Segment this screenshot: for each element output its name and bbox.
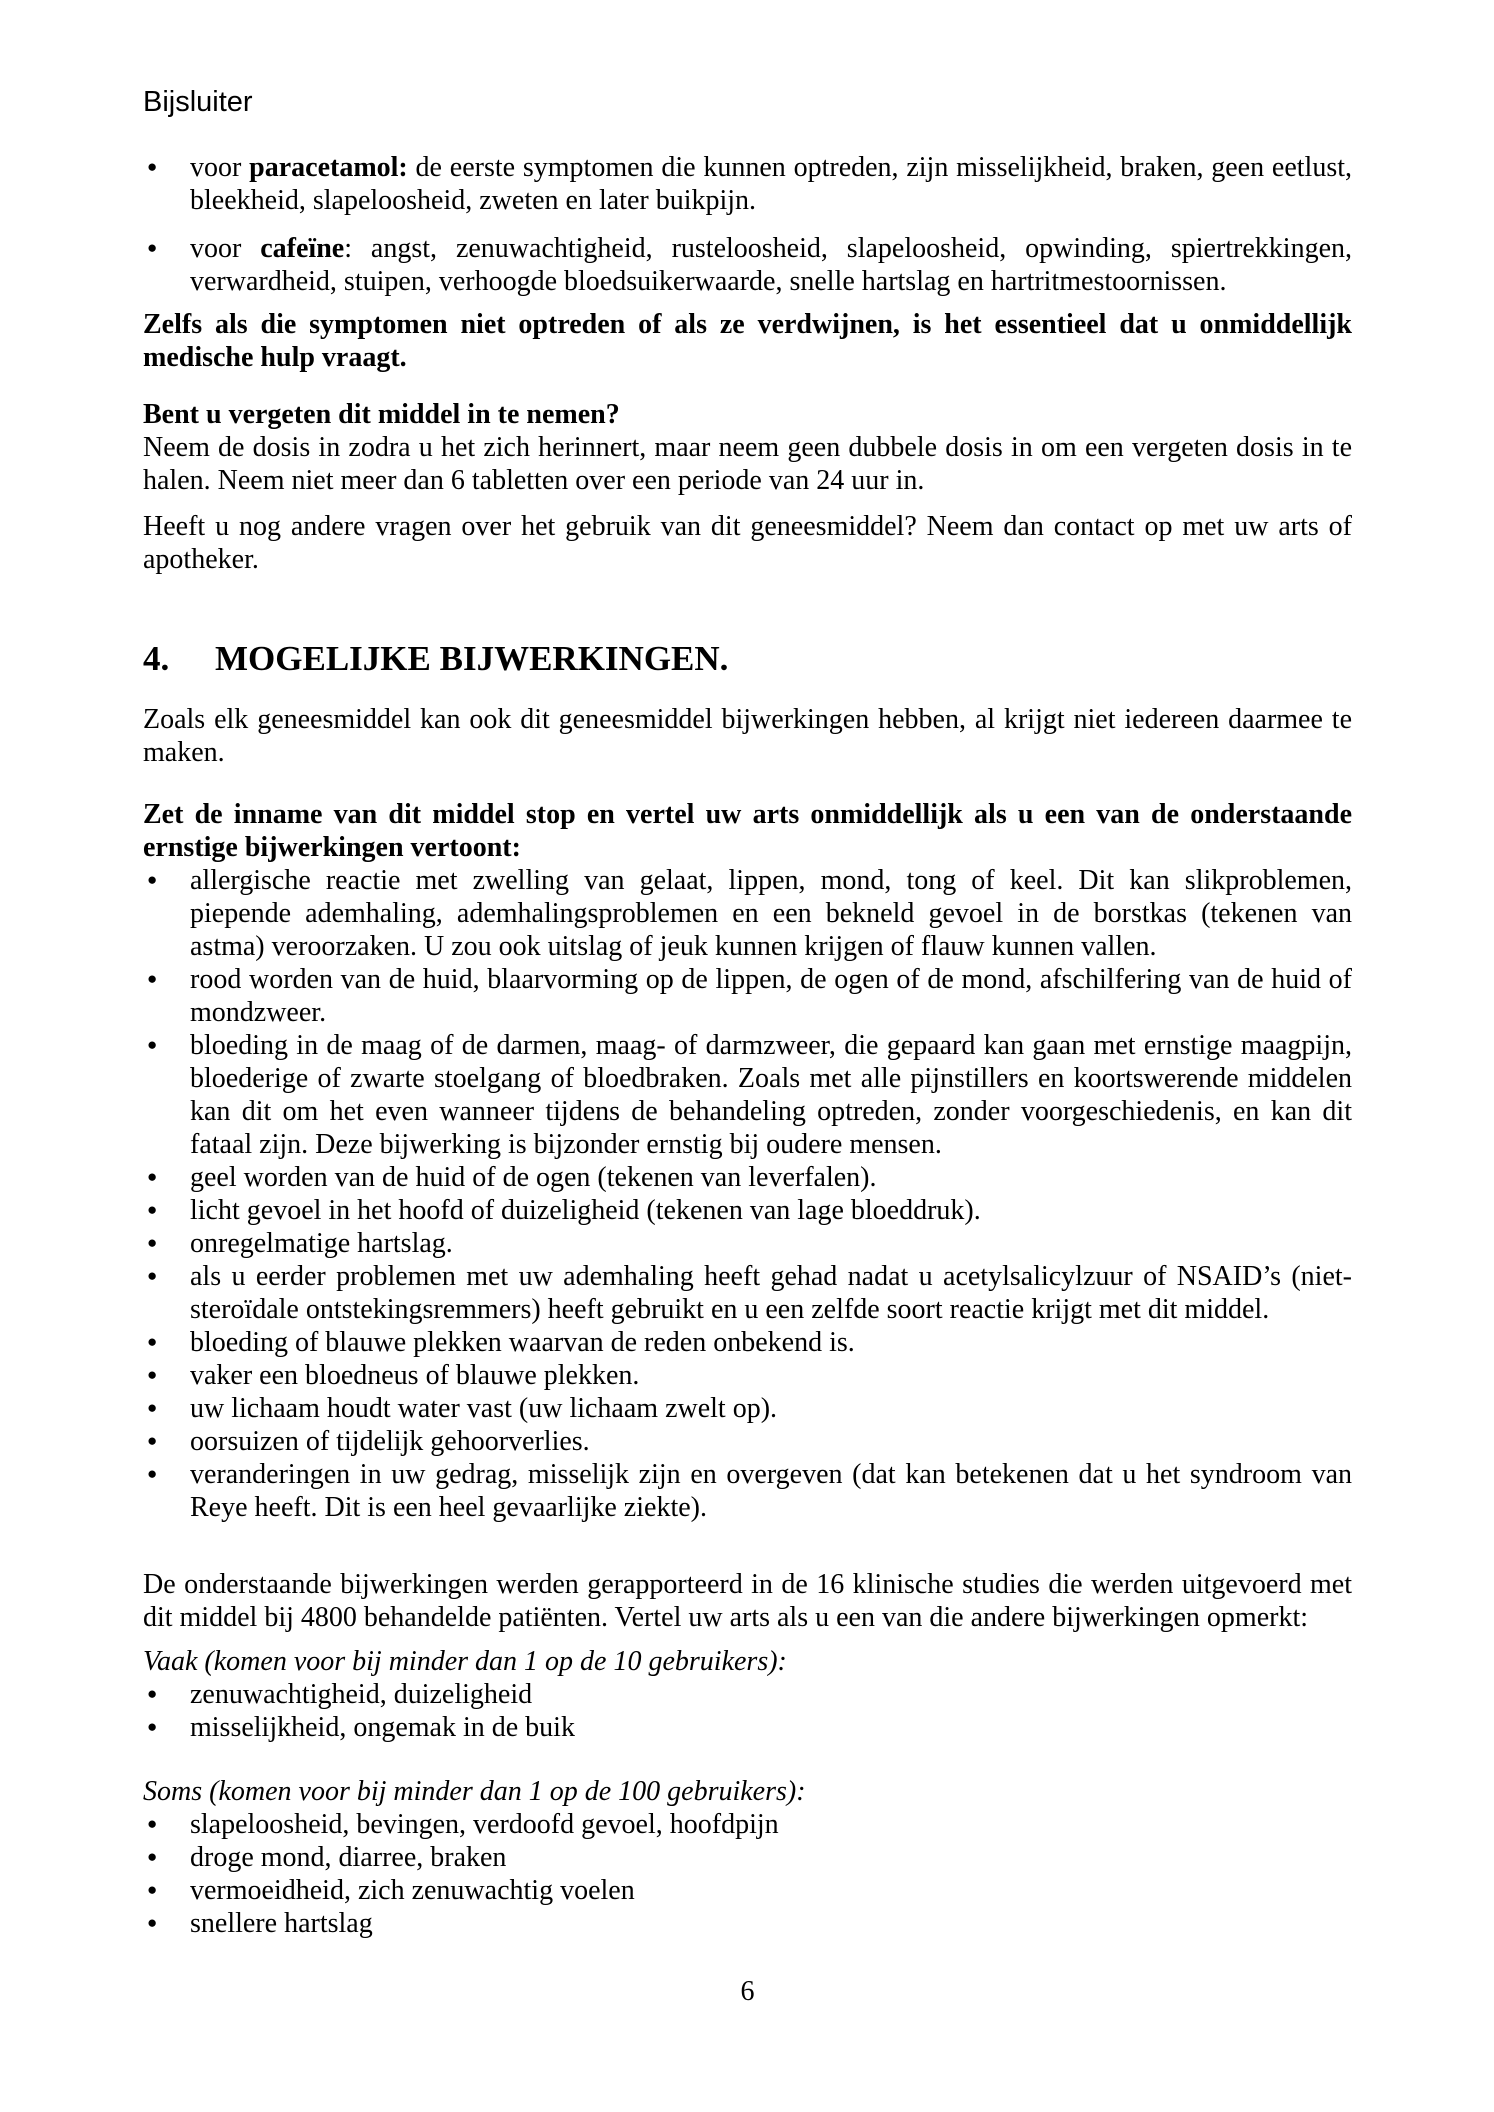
- questions-paragraph: Heeft u nog andere vragen over het gebruik van dit geneesmiddel? Neem dan contact op met uw arts of apotheker.: [143, 511, 1352, 575]
- list-item: ● zenuwachtigheid, duizeligheid: [143, 1678, 1352, 1711]
- list-item: ● uw lichaam houdt water vast (uw lichaam zwelt op).: [143, 1392, 1352, 1425]
- side-effects-intro: Zoals elk geneesmiddel kan ook dit geneesmiddel bijwerkingen hebben, al krijgt niet iedereen daarmee te maken.: [143, 704, 1352, 768]
- section-title: MOGELIJKE BIJWERKINGEN.: [215, 639, 729, 678]
- drug-name: cafeïne: [260, 233, 345, 264]
- list-item: ● oorsuizen of tijdelijk gehoorverlies.: [143, 1425, 1352, 1458]
- list-item: ● geel worden van de huid of de ogen (tekenen van leverfalen).: [143, 1161, 1352, 1194]
- list-item: ● vermoeidheid, zich zenuwachtig voelen: [143, 1874, 1352, 1907]
- list-item: ● veranderingen in uw gedrag, misselijk zijn en overgeven (dat kan betekenen dat u het syndroom van Reye heeft. Dit is een heel gevaarlijke ziekte).: [143, 1458, 1352, 1524]
- list-item: ● voor paracetamol: de eerste symptomen die kunnen optreden, zijn misselijkheid, braken, geen eetlust, bleekheid, slapeloosheid, zweten en later buikpijn.: [143, 151, 1352, 217]
- list-item: ● allergische reactie met zwelling van gelaat, lippen, mond, tong of keel. Dit kan slikproblemen, piepende ademhaling, ademhalingsproblemen en een bekneld gevoel in de borstkas (tekenen van astma) veroorzaken. U zou ook uitslag of jeuk kunnen krijgen of flauw kunnen vallen.: [143, 864, 1352, 963]
- vaak-heading: Vaak (komen voor bij minder dan 1 op de 10 gebruikers):: [143, 1646, 787, 1677]
- page-number: 6: [740, 1976, 755, 2007]
- list-item: ● vaker een bloedneus of blauwe plekken.: [143, 1359, 1352, 1392]
- forgotten-dose-heading: Bent u vergeten dit middel in te nemen?: [143, 399, 620, 430]
- soms-heading: Soms (komen voor bij minder dan 1 op de 100 gebruikers):: [143, 1776, 806, 1807]
- list-item: ● als u eerder problemen met uw ademhaling heeft gehad nadat u acetylsalicylzuur of NSAID’s (niet-steroïdale ontstekingsremmers) heeft gebruikt en u een zelfde soort reactie krijgt met dit middel.: [143, 1260, 1352, 1326]
- clinical-studies-note: De onderstaande bijwerkingen werden gerapporteerd in de 16 klinische studies die werden uitgevoerd met dit middel bij 4800 behandelde patiënten. Vertel uw arts als u een van die andere bijwerkingen opmerkt:: [143, 1569, 1352, 1633]
- drug-name: paracetamol:: [249, 152, 408, 183]
- list-item: ● bloeding in de maag of de darmen, maag- of darmzweer, die gepaard kan gaan met ernstige maagpijn, bloederige of zwarte stoelgang of bloedbraken. Zoals met alle pijnstillers en koortswerende middelen kan dit om het even wanneer tijdens de behandeling optreden, zonder voorgeschiedenis, en kan dit fataal zijn. Deze bijwerking is bijzonder ernstig bij oudere mensen.: [143, 1029, 1352, 1161]
- serious-side-effects-list: [143, 864, 1352, 1524]
- vaak-list: [143, 1678, 1352, 1744]
- list-item: ● voor cafeïne: angst, zenuwachtigheid, rusteloosheid, slapeloosheid, opwinding, spiertrekkingen, verwardheid, stuipen, verhoogde bloedsuikerwaarde, snelle hartslag en hartritmestoornissen.: [143, 232, 1352, 298]
- list-item: ● misselijkheid, ongemak in de buik: [143, 1711, 1352, 1744]
- list-item: ● bloeding of blauwe plekken waarvan de reden onbekend is.: [143, 1326, 1352, 1359]
- section-4-heading: [143, 638, 1352, 680]
- list-item: ● rood worden van de huid, blaarvorming op de lippen, de ogen of de mond, afschilfering van de huid of mondzweer.: [143, 963, 1352, 1029]
- overdose-symptoms-list: [143, 151, 1352, 298]
- list-item: ● droge mond, diarree, braken: [143, 1841, 1352, 1874]
- page-header: Bijsluiter: [143, 86, 253, 118]
- soms-list: [143, 1808, 1352, 1940]
- seek-help-warning: Zelfs als die symptomen niet optreden of als ze verdwijnen, is het essentieel dat u onmiddellijk medische hulp vraagt.: [143, 309, 1352, 373]
- section-number: 4.: [143, 639, 170, 678]
- stop-warning: Zet de inname van dit middel stop en vertel uw arts onmiddellijk als u een van de onderstaande ernstige bijwerkingen vertoont:: [143, 799, 1352, 863]
- list-item: ● onregelmatige hartslag.: [143, 1227, 1352, 1260]
- forgotten-dose-body: Neem de dosis in zodra u het zich herinnert, maar neem geen dubbele dosis in om een vergeten dosis in te halen. Neem niet meer dan 6 tabletten over een periode van 24 uur in.: [143, 432, 1352, 496]
- list-item: ● licht gevoel in het hoofd of duizeligheid (tekenen van lage bloeddruk).: [143, 1194, 1352, 1227]
- list-item: ● snellere hartslag: [143, 1907, 1352, 1940]
- list-item: ● slapeloosheid, bevingen, verdoofd gevoel, hoofdpijn: [143, 1808, 1352, 1841]
